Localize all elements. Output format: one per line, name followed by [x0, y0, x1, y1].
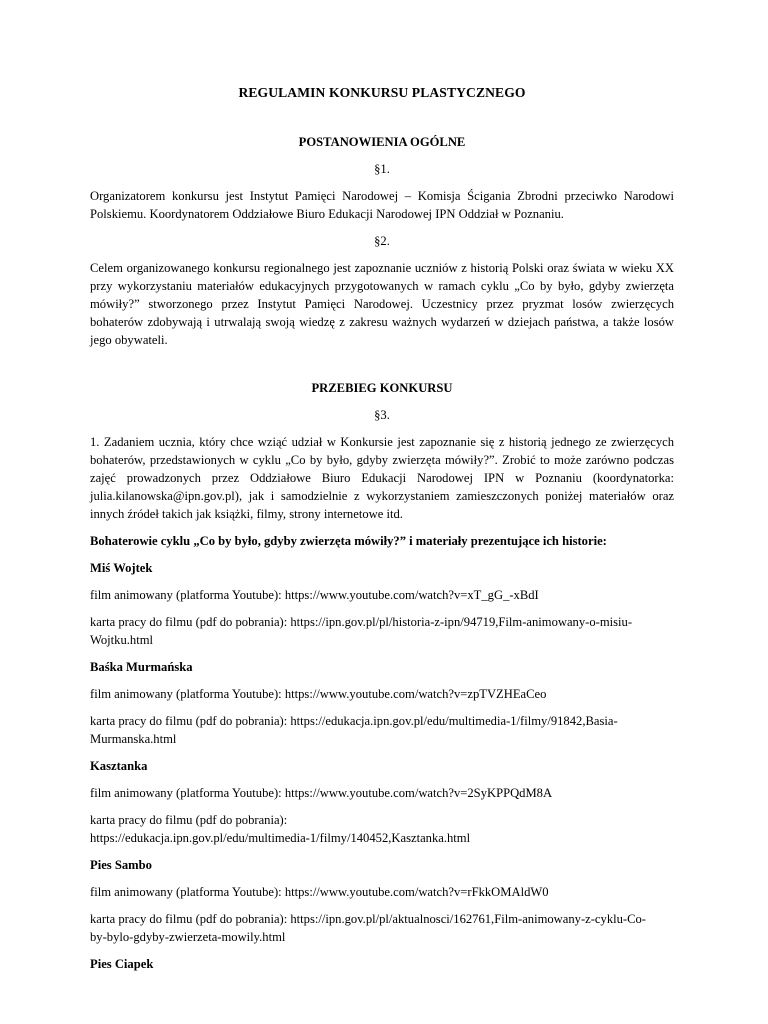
worksheet-link-line[interactable]: karta pracy do filmu (pdf do pobrania):	[90, 813, 288, 827]
hero-name: Kasztanka	[90, 759, 148, 773]
paragraph-text: Organizatorem konkursu jest Instytut Pamięci Narodowej – Komisja Ścigania Zbrodni przeciwko Narodowi Polskiemu. Koordynatorem Oddziałowe Biuro Edukacji Narodowej IPN Oddział w Poznaniu.	[90, 189, 674, 221]
document-title: REGULAMIN KONKURSU PLASTYCZNEGO	[238, 85, 526, 100]
hero-name: Baśka Murmańska	[90, 660, 193, 674]
section-heading-contest: PRZEBIEG KONKURSU	[311, 381, 453, 395]
worksheet-link-line[interactable]: karta pracy do filmu (pdf do pobrania): https://ipn.gov.pl/pl/aktualnosci/162761,Film-animowany-z-cyklu-Co-	[90, 912, 646, 926]
worksheet-link[interactable]	[90, 811, 674, 847]
hero-name: Miś Wojtek	[90, 561, 153, 575]
heroes-intro: Bohaterowie cyklu „Co by było, gdyby zwierzęta mówiły?” i materiały prezentujące ich historie:	[90, 534, 607, 548]
worksheet-link[interactable]	[90, 712, 674, 748]
film-link[interactable]: film animowany (platforma Youtube): https://www.youtube.com/watch?v=rFkkOMAldW0	[90, 885, 549, 899]
section-heading-general: POSTANOWIENIA OGÓLNE	[298, 135, 466, 149]
paragraph-text: 1. Zadaniem ucznia, który chce wziąć udział w Konkursie jest zapoznanie się z historią jednego ze zwierzęcych bohaterów, przedstawionych w cyklu „Co by było, gdyby zwierzęta mówiły?”. Zrobić to może zarówno podczas zajęć prowadzonych przez Oddziałowe Biuro Edukacji Narodowej IPN w Poznaniu (koordynatorka: julia.kilanowska@ipn.gov.pl), jak i samodzielnie z wykorzystaniem zamieszczonych poniżej materiałów oraz innych źródeł takich jak książki, filmy, strony internetowe itd.	[90, 435, 674, 521]
hero-name: Pies Ciapek	[90, 957, 154, 971]
document-content	[90, 84, 674, 982]
paragraph-number: §2.	[374, 234, 390, 248]
worksheet-link-line[interactable]: by-bylo-gdyby-zwierzeta-mowily.html	[90, 930, 286, 944]
paragraph-number: §3.	[374, 408, 390, 422]
film-link[interactable]: film animowany (platforma Youtube): https://www.youtube.com/watch?v=xT_gG_-xBdI	[90, 588, 539, 602]
worksheet-link-line[interactable]: Wojtku.html	[90, 633, 154, 647]
paragraph-number: §1.	[374, 162, 390, 176]
paragraph-text: Celem organizowanego konkursu regionalnego jest zapoznanie uczniów z historią Polski oraz świata w wieku XX przy wykorzystaniu materiałów edukacyjnych przygotowanych w ramach cyklu „Co by było, gdyby zwierzęta mówiły?” stworzonego przez Instytut Pamięci Narodowej. Uczestnicy przez pryzmat losów zwierzęcych bohaterów zdobywają i utrwalają swoją wiedzę z zakresu ważnych wydarzeń w dziejach państwa, a także losów jego obywateli.	[90, 261, 674, 347]
worksheet-link[interactable]	[90, 613, 674, 649]
worksheet-link-line[interactable]: karta pracy do filmu (pdf do pobrania): https://edukacja.ipn.gov.pl/edu/multimedia-1/filmy/91842,Basia-	[90, 714, 618, 728]
worksheet-link-line[interactable]: https://edukacja.ipn.gov.pl/edu/multimedia-1/filmy/140452,Kasztanka.html	[90, 831, 471, 845]
film-link[interactable]: film animowany (platforma Youtube): https://www.youtube.com/watch?v=zpTVZHEaCeo	[90, 687, 547, 701]
worksheet-link[interactable]	[90, 910, 674, 946]
hero-name: Pies Sambo	[90, 858, 152, 872]
worksheet-link-line[interactable]: Murmanska.html	[90, 732, 177, 746]
worksheet-link-line[interactable]: karta pracy do filmu (pdf do pobrania): https://ipn.gov.pl/pl/historia-z-ipn/94719,Film-animowany-o-misiu-	[90, 615, 633, 629]
section-spacer	[90, 358, 674, 379]
film-link[interactable]: film animowany (platforma Youtube): https://www.youtube.com/watch?v=2SyKPPQdM8A	[90, 786, 553, 800]
